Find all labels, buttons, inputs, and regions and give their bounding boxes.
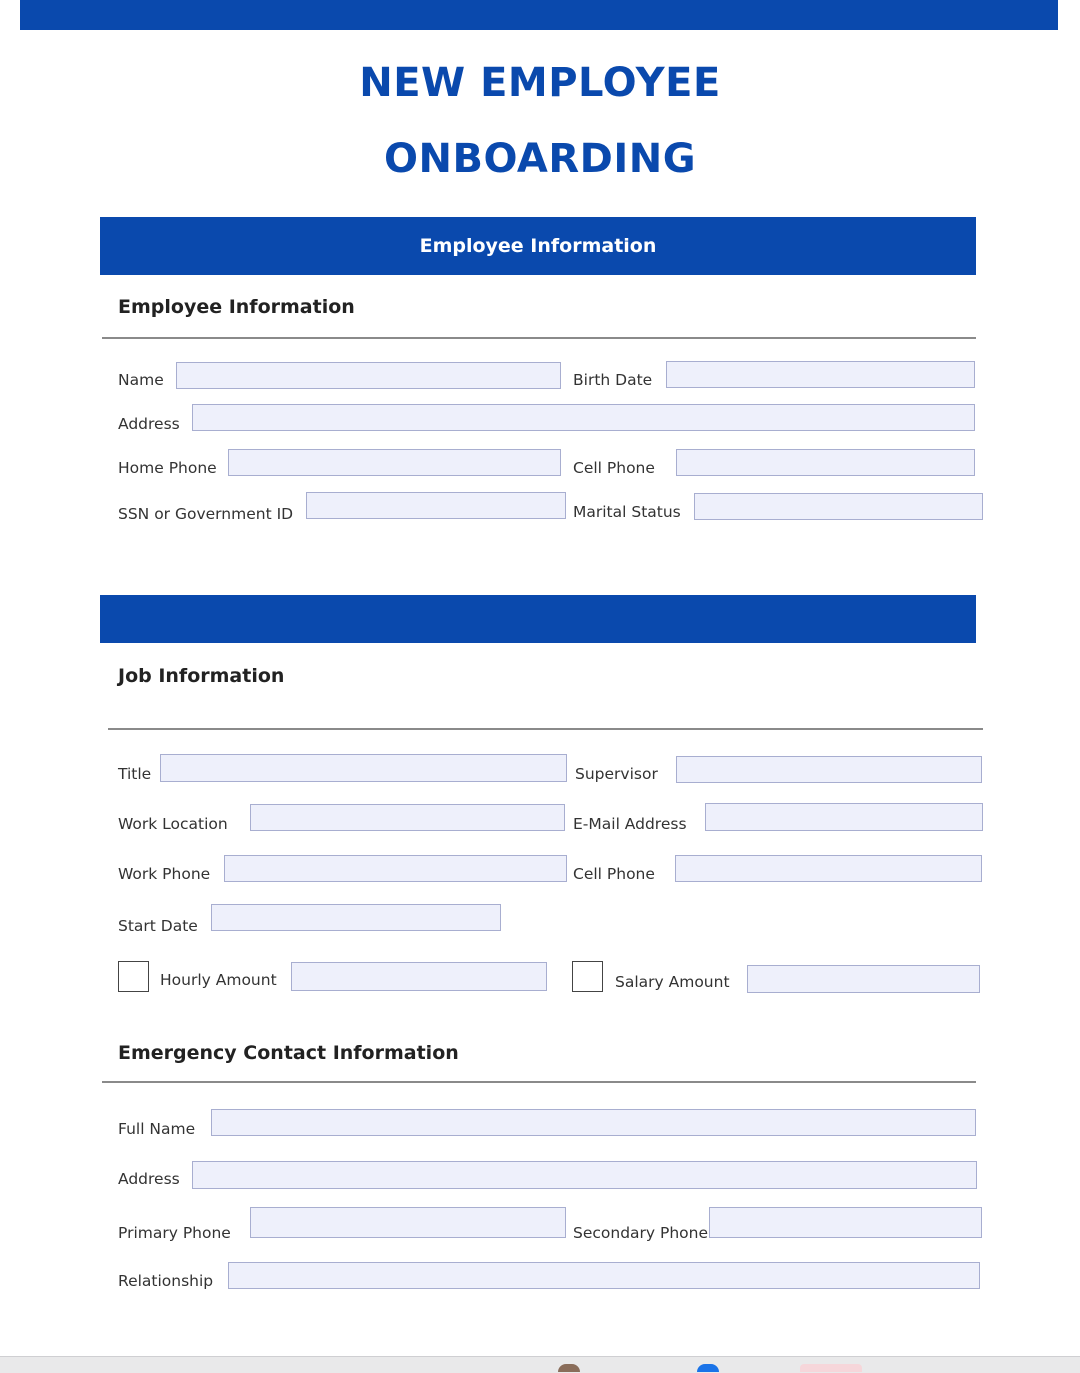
- section-band-label: Employee Information: [419, 235, 657, 257]
- address-field[interactable]: [192, 404, 975, 431]
- full-name-label: Full Name: [118, 1120, 196, 1138]
- app-icon[interactable]: [697, 1364, 719, 1372]
- work-phone-label: Work Phone: [118, 865, 211, 883]
- page-title-line-1: NEW EMPLOYEE: [359, 60, 721, 106]
- emergency-address-label: Address: [118, 1170, 180, 1188]
- divider: [108, 728, 983, 730]
- cell-phone-label: Cell Phone: [573, 459, 655, 477]
- app-icon[interactable]: [800, 1364, 862, 1372]
- secondary-phone-field[interactable]: [709, 1207, 982, 1238]
- work-phone-field[interactable]: [224, 855, 567, 882]
- start-date-label: Start Date: [118, 917, 198, 935]
- birth-date-label: Birth Date: [573, 371, 653, 389]
- primary-phone-label: Primary Phone: [118, 1224, 231, 1242]
- email-field[interactable]: [705, 803, 983, 831]
- ssn-label: SSN or Government ID: [118, 505, 294, 523]
- divider: [102, 337, 976, 339]
- hourly-amount-field[interactable]: [291, 962, 547, 991]
- salary-amount-field[interactable]: [747, 965, 980, 993]
- work-location-field[interactable]: [250, 804, 565, 831]
- secondary-phone-label: Secondary Phone: [573, 1224, 709, 1242]
- home-phone-field[interactable]: [228, 449, 561, 476]
- start-date-field[interactable]: [211, 904, 501, 931]
- relationship-field[interactable]: [228, 1262, 980, 1289]
- home-phone-label: Home Phone: [118, 459, 217, 477]
- section-band-employee: [100, 217, 976, 275]
- top-banner: [20, 0, 1058, 30]
- work-location-label: Work Location: [118, 815, 228, 833]
- job-section-title: Job Information: [118, 665, 285, 687]
- marital-status-field[interactable]: [694, 493, 983, 520]
- section-band-job: [100, 595, 976, 643]
- email-label: E-Mail Address: [573, 815, 687, 833]
- name-label: Name: [118, 371, 164, 389]
- salary-amount-label: Salary Amount: [615, 973, 730, 991]
- job-title-field[interactable]: [160, 754, 567, 782]
- name-field[interactable]: [176, 362, 561, 389]
- cell-phone-field[interactable]: [676, 449, 975, 476]
- emergency-address-field[interactable]: [192, 1161, 977, 1189]
- job-title-label: Title: [118, 765, 152, 783]
- salary-checkbox[interactable]: [572, 961, 603, 992]
- job-cell-phone-label: Cell Phone: [573, 865, 655, 883]
- page-title-line-2: ONBOARDING: [383, 136, 697, 182]
- taskbar-strip: [0, 1356, 1080, 1373]
- address-label: Address: [118, 415, 180, 433]
- full-name-field[interactable]: [211, 1109, 976, 1136]
- job-cell-phone-field[interactable]: [675, 855, 982, 882]
- primary-phone-field[interactable]: [250, 1207, 566, 1238]
- ssn-field[interactable]: [306, 492, 566, 519]
- hourly-checkbox[interactable]: [118, 961, 149, 992]
- hourly-amount-label: Hourly Amount: [160, 971, 277, 989]
- avatar-icon[interactable]: [558, 1364, 580, 1372]
- supervisor-field[interactable]: [676, 756, 982, 783]
- employee-section-title: Employee Information: [118, 296, 355, 318]
- birth-date-field[interactable]: [666, 361, 975, 388]
- emergency-section-title: Emergency Contact Information: [118, 1042, 459, 1064]
- divider: [102, 1081, 976, 1083]
- marital-status-label: Marital Status: [573, 503, 681, 521]
- relationship-label: Relationship: [118, 1272, 214, 1290]
- supervisor-label: Supervisor: [575, 765, 658, 783]
